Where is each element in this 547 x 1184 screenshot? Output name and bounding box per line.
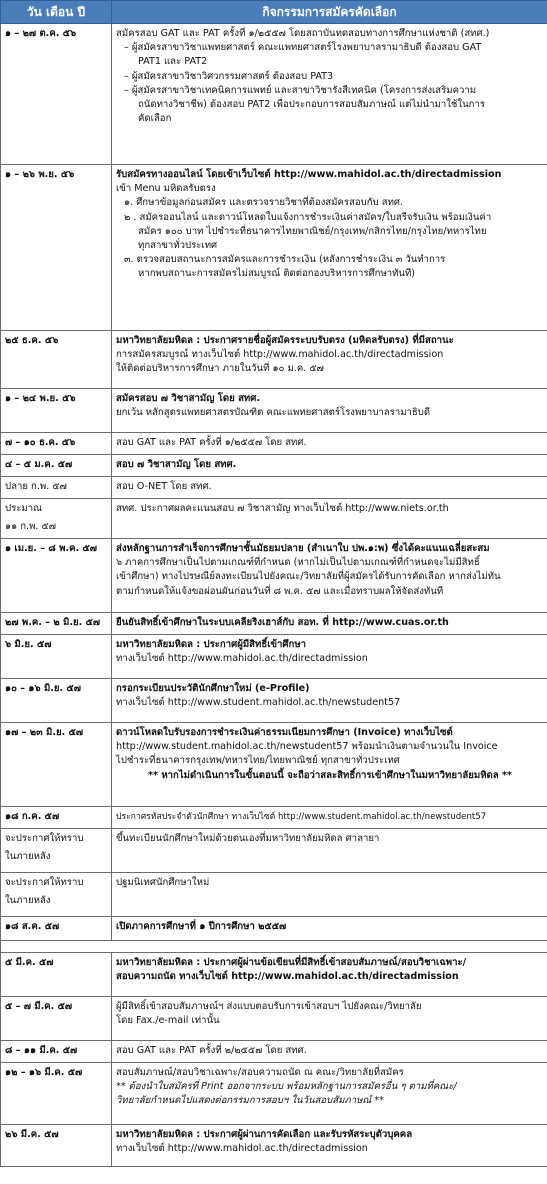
- row-date: ๑ – ๒๗ ต.ค. ๕๖: [1, 24, 112, 165]
- table-header-row: [1, 1, 547, 24]
- activity-line: มหาวิทยาลัยมหิดล : ประกาศรายชื่อผู้สมัครระบบรับตรง (มหิดลรับตรง) ที่มีสถานะ: [116, 335, 454, 346]
- row-date: [1, 499, 112, 539]
- date-line: ในภายหลัง: [5, 895, 51, 907]
- activity-line: ** หากไม่ดำเนินการในขั้นตอนนี้ จะถือว่าสละสิทธิ์การเข้าศึกษาในมหาวิทยาลัยมหิดล **: [147, 769, 513, 781]
- activity-line: สอบ ๗ วิชาสามัญ โดย สทศ.: [116, 459, 237, 470]
- activity-line: ยกเว้น หลักสูตรแพทยศาสตรบัณฑิต คณะแพทยศาสตร์โรงพยาบาลรามาธิบดี: [116, 407, 431, 419]
- row-date: ปลาย ก.พ. ๕๗: [1, 477, 112, 499]
- row-activity: [112, 455, 547, 477]
- section-gap: [1, 941, 547, 953]
- row-date: ๗ – ๑๐ ธ.ค. ๕๖: [1, 433, 112, 455]
- row-activity: [112, 635, 547, 679]
- activity-line: เข้าศึกษา) ทางไปรษณีย์ลงทะเบียนไปยังคณะ/วิทยาลัยที่ผู้สมัครได้รับการคัดเลือก หากส่งไม่ทัน: [116, 571, 501, 583]
- table-row: [1, 1063, 547, 1125]
- row-activity: [112, 917, 547, 941]
- activity-line: โดย Fax./e-mail เท่านั้น: [116, 1015, 220, 1027]
- row-activity: [112, 499, 547, 539]
- activity-line: ปฐมนิเทศนักศึกษาใหม่: [116, 877, 210, 888]
- table-row: [1, 1041, 547, 1063]
- row-date: ๕ มี.ค. ๕๗: [1, 953, 112, 997]
- row-activity: [112, 1041, 547, 1063]
- activity-line: ผู้มีสิทธิ์เข้าสอบสัมภาษณ์ฯ ส่งแบบตอบรับการเข้าสอบฯ ไปยังคณะ/วิทยาลัย: [116, 1001, 422, 1012]
- row-date: ๑๒ – ๑๖ มี.ค. ๕๗: [1, 1063, 112, 1125]
- activity-line: http://www.student.mahidol.ac.th/newstudent57 พร้อมนำเงินตามจำนวนใน Invoice: [116, 741, 498, 753]
- row-date: ๑๐ – ๑๖ มิ.ย. ๕๗: [1, 679, 112, 723]
- row-activity: [112, 679, 547, 723]
- activity-line: คัดเลือก: [138, 113, 172, 125]
- row-activity: [112, 433, 547, 455]
- row-date: ๒๖ มี.ค. ๕๗: [1, 1125, 112, 1167]
- date-line: ประมาณ: [5, 503, 43, 514]
- table-row: [1, 499, 547, 539]
- table-row: [1, 953, 547, 997]
- table-row: [1, 679, 547, 723]
- activity-line: ยืนยันสิทธิ์เข้าศึกษาในระบบเคลียริงเฮาส์กับ สอท. ที่ http://www.cuas.or.th: [116, 617, 449, 628]
- date-column-header: วัน เดือน ปี: [1, 1, 112, 24]
- table-row: [1, 807, 547, 829]
- row-date: ๕ – ๗ มี.ค. ๕๗: [1, 997, 112, 1041]
- activity-line: เปิดภาคการศึกษาที่ ๑ ปีการศึกษา ๒๕๕๗: [116, 921, 287, 932]
- activity-line: ๒ . สมัครออนไลน์ และดาวน์โหลดใบแจ้งการชำระเงินค่าสมัคร/ใบสรีจรับเงิน พร้อมเงินค่า: [124, 211, 492, 223]
- row-date: ๑ – ๒๔ พ.ย. ๕๖: [1, 389, 112, 433]
- activity-line: ขึ้นทะเบียนนักศึกษาใหม่ด้วยตนเองที่มหาวิทยาลัยมหิดล ศาลายา: [116, 833, 380, 844]
- table-row: [1, 613, 547, 635]
- row-date: ๔ – ๕ ม.ค. ๕๗: [1, 455, 112, 477]
- row-activity: [112, 539, 547, 613]
- table-row: [1, 873, 547, 917]
- date-line: ๑๑ ก.พ. ๕๗: [5, 521, 56, 533]
- activity-line: ไปชำระที่ธนาคารกรุงเทพ/ทหารไทย/ไทยพาณิชย์ ทุกสาขาทั่วประเทศ: [116, 755, 400, 767]
- activity-line: ให้ติดต่อบริหารการศึกษา ภายในวันที่ ๑๐ ม.ค. ๕๗: [116, 363, 324, 375]
- activity-line: มหาวิทยาลัยมหิดล : ประกาศผู้ผ่านข้อเขียนที่มีสิทธิ์เข้าสอบสัมภาษณ์/สอบวิชาเฉพาะ/: [116, 957, 467, 968]
- activity-line: ส่งหลักฐานการสำเร็จการศึกษาชั้นมัธยมปลาย (สำเนาใบ ปพ.๑:พ) ซึ่งได้คะแนนเฉลี่ยสะสม: [116, 543, 490, 554]
- date-line: ในภายหลัง: [5, 851, 51, 863]
- activity-line: ประกาศรหัสประจำตัวนักศึกษา ทางเว็บไซต์ http://www.student.mahidol.ac.th/newstudent57: [116, 812, 487, 822]
- activity-line: – ผู้สมัครสาขาวิชาวิศวกรรมศาสตร์ ต้องสอบ PAT3: [124, 70, 334, 82]
- activity-line: สทศ. ประกาศผลคะแนนสอบ ๗ วิชาสามัญ ทางเว็บไซต์ http://www.niets.or.th: [116, 503, 449, 514]
- table-row: [1, 1125, 547, 1167]
- activity-line: กรอกระเบียนประวัตินักศึกษาใหม่ (e-Profile): [116, 683, 310, 694]
- row-activity: [112, 1063, 547, 1125]
- activity-line: สอบ O-NET โดย สทศ.: [116, 481, 212, 492]
- row-activity: [112, 953, 547, 997]
- row-date: ๒๗ พ.ค. – ๒ มิ.ย. ๕๗: [1, 613, 112, 635]
- table-row: [1, 917, 547, 941]
- row-activity: [112, 389, 547, 433]
- activity-line: สอบ GAT และ PAT ครั้งที่ ๒/๒๕๕๗ โดย สทศ.: [116, 1045, 307, 1056]
- row-date: ๑ เม.ย. – ๘ พ.ค. ๕๗: [1, 539, 112, 613]
- table-row: [1, 455, 547, 477]
- activity-column-header: กิจกรรมการสมัครคัดเลือก: [112, 1, 547, 24]
- activity-line: สอบ GAT และ PAT ครั้งที่ ๑/๒๕๕๗ โดย สทศ.: [116, 437, 307, 448]
- row-date: ๑ – ๒๖ พ.ย. ๕๖: [1, 165, 112, 331]
- row-date: ๘ – ๑๑ มี.ค. ๕๗: [1, 1041, 112, 1063]
- table-row: [1, 539, 547, 613]
- activity-line: – ผู้สมัครสาขาวิชาเทคนิคการแพทย์ และสาขาวิชารังสีเทคนิค (โครงการส่งเสริมความ: [124, 84, 477, 96]
- activity-line: ๖ ภาคการศึกษาเป็นไปตามเกณฑ์ที่กำหนด (หากไม่เป็นไปตามเกณฑ์ที่กำหนดจะไม่มีสิทธิ์: [116, 557, 480, 569]
- activity-line: ทางเว็บไซต์ http://www.mahidol.ac.th/directadmission: [116, 1143, 368, 1155]
- date-line: จะประกาศให้ทราบ: [5, 833, 84, 844]
- activity-line: การสมัครสมบูรณ์ ทางเว็บไซต์ http://www.mahidol.ac.th/directadmission: [116, 349, 444, 361]
- row-activity: [112, 613, 547, 635]
- table-row: [1, 165, 547, 331]
- activity-line: สมัคร ๑๐๐ บาท ไปชำระที่ธนาคารไทยพาณิชย์/กรุงเทพ/กสิกรไทย/กรุงไทย/ทหารไทย: [138, 225, 487, 237]
- row-activity: [112, 723, 547, 807]
- activity-line: มหาวิทยาลัยมหิดล : ประกาศผู้ผ่านการคัดเลือก และรับรหัสระบุตัวบุคคล: [116, 1129, 413, 1140]
- table-row: [1, 331, 547, 389]
- table-row: [1, 24, 547, 165]
- date-line: จะประกาศให้ทราบ: [5, 877, 84, 888]
- table-row: [1, 997, 547, 1041]
- activity-line: สมัครสอบ ๗ วิชาสามัญ โดย สทศ.: [116, 393, 260, 404]
- activity-line: ** ต้องนำใบสมัครที่ Print ออกจากระบบ พร้อมหลักฐานการสมัครอื่น ๆ ตามที่คณะ/: [116, 1081, 457, 1093]
- activity-line: สอบสัมภาษณ์/สอบวิชาเฉพาะ/สอบความถนัด ณ คณะ/วิทยาลัยที่สมัคร: [116, 1067, 404, 1078]
- activity-line: ทางเว็บไซต์ http://www.mahidol.ac.th/directadmission: [116, 653, 368, 665]
- row-activity: [112, 873, 547, 917]
- row-activity: [112, 1125, 547, 1167]
- section-gap-cell: [1, 941, 547, 953]
- row-date: ๑๘ ส.ค. ๕๗: [1, 917, 112, 941]
- activity-line: ดาวน์โหลดใบรับรองการชำระเงินค่าธรรมเนียมการศึกษา (Invoice) ทางเว็บไซต์: [116, 727, 453, 738]
- activity-line: มหาวิทยาลัยมหิดล : ประกาศผู้มีสิทธิ์เข้าศึกษา: [116, 639, 307, 650]
- table-row: [1, 829, 547, 873]
- activity-line: ทางเว็บไซต์ http://www.student.mahidol.ac.th/newstudent57: [116, 697, 401, 709]
- table-row: [1, 433, 547, 455]
- row-date: ๒๕ ธ.ค. ๕๖: [1, 331, 112, 389]
- row-activity: [112, 829, 547, 873]
- table-row: [1, 389, 547, 433]
- table-row: [1, 723, 547, 807]
- table-row: [1, 477, 547, 499]
- row-date: [1, 873, 112, 917]
- table-row: [1, 635, 547, 679]
- row-activity: [112, 165, 547, 331]
- row-activity: [112, 331, 547, 389]
- activity-line: PAT1 และ PAT2: [138, 56, 208, 68]
- row-activity: [112, 24, 547, 165]
- activity-line: ตามกำหนดให้แจ้งขอผ่อนผันก่อนวันที่ ๘ พ.ค. ๕๗ และเมื่อทราบผลให้จัดส่งทันที: [116, 585, 444, 597]
- activity-line: ๓. ตรวจสอบสถานะการสมัครและการชำระเงิน (หลังการชำระเงิน ๓ วันทำการ: [124, 254, 446, 266]
- activity-line: เข้า Menu มหิดลรับตรง: [116, 183, 216, 195]
- activity-line: ถนัดทางวิชาชีพ) ต้องสอบ PAT2 เพื่อประกอบการสอบสัมภาษณ์ แต่ไม่นำมาใช้ในการ: [138, 99, 485, 111]
- row-date: ๑๗ – ๒๓ มิ.ย. ๕๗: [1, 723, 112, 807]
- activity-line: สอบความถนัด ทางเว็บไซต์ http://www.mahidol.ac.th/directadmission: [116, 971, 459, 983]
- activity-line: สมัครสอบ GAT และ PAT ครั้งที่ ๑/๒๕๕๗ โดยสถาบันทดสอบทางการศึกษาแห่งชาติ (สทศ.): [116, 28, 490, 39]
- row-activity: [112, 807, 547, 829]
- activity-line: ทุกสาขาทั่วประเทศ: [138, 240, 218, 252]
- row-date: ๖ มิ.ย. ๕๗: [1, 635, 112, 679]
- activity-line: – ผู้สมัครสาขาวิชาแพทยศาสตร์ คณะแพทยศาสตร์โรงพยาบาลรามาธิบดี ต้องสอบ GAT: [124, 42, 482, 54]
- row-activity: [112, 997, 547, 1041]
- activity-line: วิทยาลัยกำหนดไปแสดงต่อกรรมการสอบฯ ในวันสอบสัมภาษณ์ **: [116, 1095, 384, 1107]
- activity-line: ๑. ศึกษาข้อมูลก่อนสมัคร และตรวจรายวิชาที่ต้องสมัครสอบกับ สทศ.: [124, 197, 404, 209]
- activity-line: รับสมัครทางออนไลน์ โดยเข้าเว็บไซต์ http://www.mahidol.ac.th/directadmission: [116, 169, 502, 180]
- row-activity: [112, 477, 547, 499]
- row-date: ๑๘ ก.ค. ๕๗: [1, 807, 112, 829]
- row-date: [1, 829, 112, 873]
- activity-line: หากพบสถานะการสมัครไม่สมบูรณ์ ติดต่อกองบริหารการศึกษาทันที): [138, 268, 416, 280]
